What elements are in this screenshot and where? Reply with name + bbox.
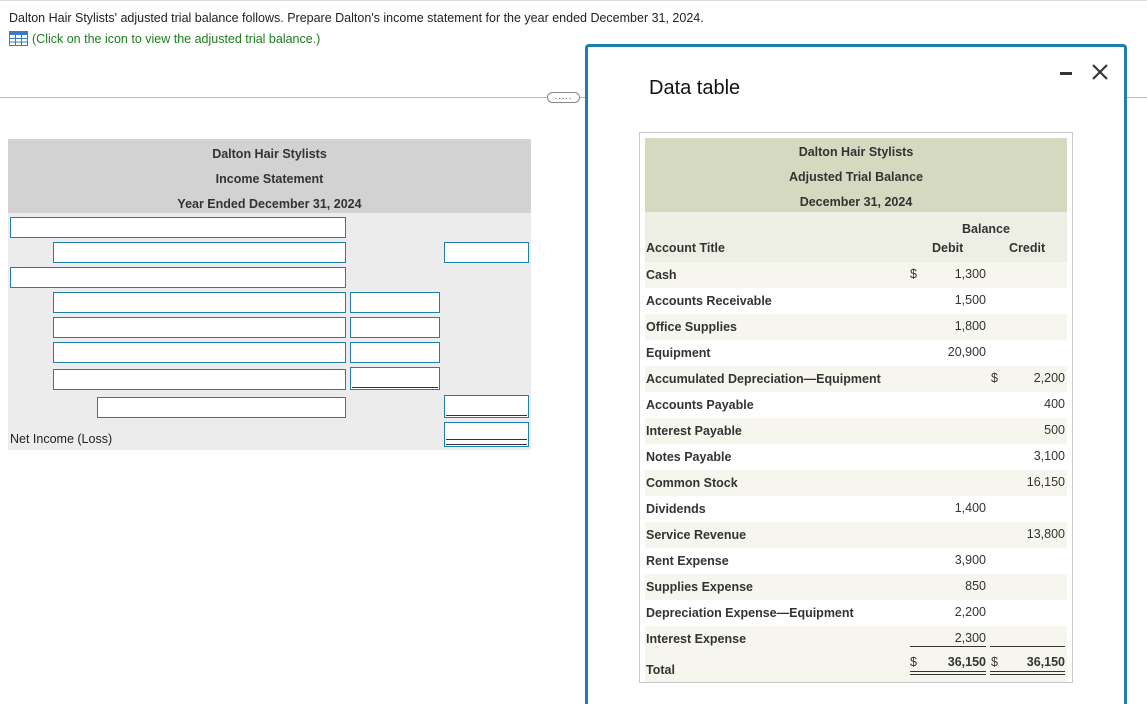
credit-single-rule <box>990 646 1065 647</box>
table-row <box>645 600 1067 626</box>
net-income-label: Net Income (Loss) <box>10 432 113 446</box>
income-statement-header <box>8 139 531 213</box>
account-title: Service Revenue <box>646 528 747 542</box>
is-account-input[interactable] <box>53 292 346 313</box>
dollar-sign: $ <box>991 655 998 669</box>
table-row <box>645 444 1067 470</box>
account-title-header: Account Title <box>646 241 725 255</box>
balance-header: Balance <box>962 222 1010 236</box>
debit-single-rule <box>910 646 986 647</box>
table-row <box>645 314 1067 340</box>
modal-title: Data table <box>649 77 741 99</box>
debit-header: Debit <box>932 241 964 255</box>
credit-amount: 500 <box>1044 423 1065 437</box>
hint-text[interactable]: (Click on the icon to view the adjusted trial balance.) <box>32 31 321 46</box>
account-title: Accounts Receivable <box>646 294 772 308</box>
account-title: Accounts Payable <box>646 398 754 412</box>
debit-amount: 20,900 <box>947 345 986 359</box>
account-title: Dividends <box>646 502 706 516</box>
trial-balance-header <box>645 138 1067 212</box>
credit-amount: 16,150 <box>1026 475 1065 489</box>
account-title: Interest Payable <box>646 424 742 438</box>
debit-amount: 2,300 <box>954 631 986 645</box>
is-total-label-input[interactable] <box>97 397 346 418</box>
table-row <box>645 392 1067 418</box>
is-company-name: Dalton Hair Stylists <box>212 147 327 161</box>
total-credit: 36,150 <box>1026 655 1065 669</box>
account-title: Rent Expense <box>646 554 729 568</box>
dollar-sign: $ <box>910 267 917 281</box>
debit-amount: 1,400 <box>954 501 986 515</box>
dollar-sign: $ <box>991 371 998 385</box>
account-title: Interest Expense <box>646 632 747 646</box>
view-trial-balance-link[interactable] <box>9 31 320 46</box>
table-row <box>645 548 1067 574</box>
is-amount-input[interactable] <box>350 292 440 313</box>
is-account-input[interactable] <box>53 369 346 390</box>
debit-amount: 2,200 <box>954 605 986 619</box>
table-row <box>645 262 1067 288</box>
table-row <box>645 340 1067 366</box>
table-row <box>645 496 1067 522</box>
is-account-input[interactable] <box>10 217 346 238</box>
question-prompt: Dalton Hair Stylists' adjusted trial balance follows. Prepare Dalton's income statement for the year ended December 31, 2024. <box>9 11 704 25</box>
account-title: Supplies Expense <box>646 580 753 594</box>
debit-amount: 3,900 <box>954 553 986 567</box>
tb-date: December 31, 2024 <box>799 195 913 209</box>
is-statement-title: Income Statement <box>215 172 324 186</box>
credit-double-rule <box>990 674 1065 675</box>
is-amount-input[interactable] <box>350 342 440 363</box>
total-row <box>645 652 1067 682</box>
section-divider-right <box>1127 97 1147 98</box>
credit-amount: 3,100 <box>1033 449 1065 463</box>
table-row <box>645 288 1067 314</box>
account-title: Equipment <box>646 346 711 360</box>
is-amount-input[interactable] <box>350 367 440 390</box>
credit-amount: 400 <box>1044 397 1065 411</box>
top-rule <box>0 0 1147 1</box>
account-title: Depreciation Expense—Equipment <box>646 606 854 620</box>
debit-double-rule <box>910 671 986 672</box>
debit-amount: 1,800 <box>954 319 986 333</box>
tb-statement-title: Adjusted Trial Balance <box>788 170 924 184</box>
section-divider-left <box>0 97 586 98</box>
debit-amount: 850 <box>965 579 986 593</box>
account-title: Common Stock <box>646 476 738 490</box>
close-button[interactable] <box>1089 61 1111 83</box>
table-row <box>645 418 1067 444</box>
credit-amount: 2,200 <box>1033 371 1065 385</box>
net-income-amount-input[interactable] <box>444 422 529 447</box>
account-title: Cash <box>646 268 677 282</box>
table-grid-icon[interactable] <box>9 31 28 46</box>
is-account-input[interactable] <box>10 267 346 288</box>
account-title: Office Supplies <box>646 320 737 334</box>
debit-amount: 1,500 <box>954 293 986 307</box>
is-amount-input[interactable] <box>350 317 440 338</box>
table-row <box>645 626 1067 652</box>
is-account-input[interactable] <box>53 342 346 363</box>
dollar-sign: $ <box>910 655 917 669</box>
is-total-amount-input[interactable] <box>444 395 529 418</box>
credit-double-rule <box>990 671 1065 672</box>
is-account-input[interactable] <box>53 242 346 263</box>
debit-amount: 1,300 <box>954 267 986 281</box>
table-row <box>645 470 1067 496</box>
tb-company-name: Dalton Hair Stylists <box>798 145 914 159</box>
table-row <box>645 522 1067 548</box>
expand-more-button[interactable]: ..... <box>547 92 580 103</box>
is-account-input[interactable] <box>53 317 346 338</box>
account-title: Notes Payable <box>646 450 732 464</box>
total-label: Total <box>646 663 675 677</box>
account-title: Accumulated Depreciation—Equipment <box>646 372 881 386</box>
debit-double-rule <box>910 674 986 675</box>
close-icon[interactable] <box>1089 61 1111 83</box>
total-debit: 36,150 <box>947 655 986 669</box>
credit-amount: 13,800 <box>1026 527 1065 541</box>
credit-header: Credit <box>1009 241 1046 255</box>
is-period: Year Ended December 31, 2024 <box>177 197 362 211</box>
tb-column-header <box>645 212 1067 262</box>
is-amount-input[interactable] <box>444 242 529 263</box>
minimize-button[interactable] <box>1060 72 1072 75</box>
table-row <box>645 366 1067 392</box>
table-row <box>645 574 1067 600</box>
